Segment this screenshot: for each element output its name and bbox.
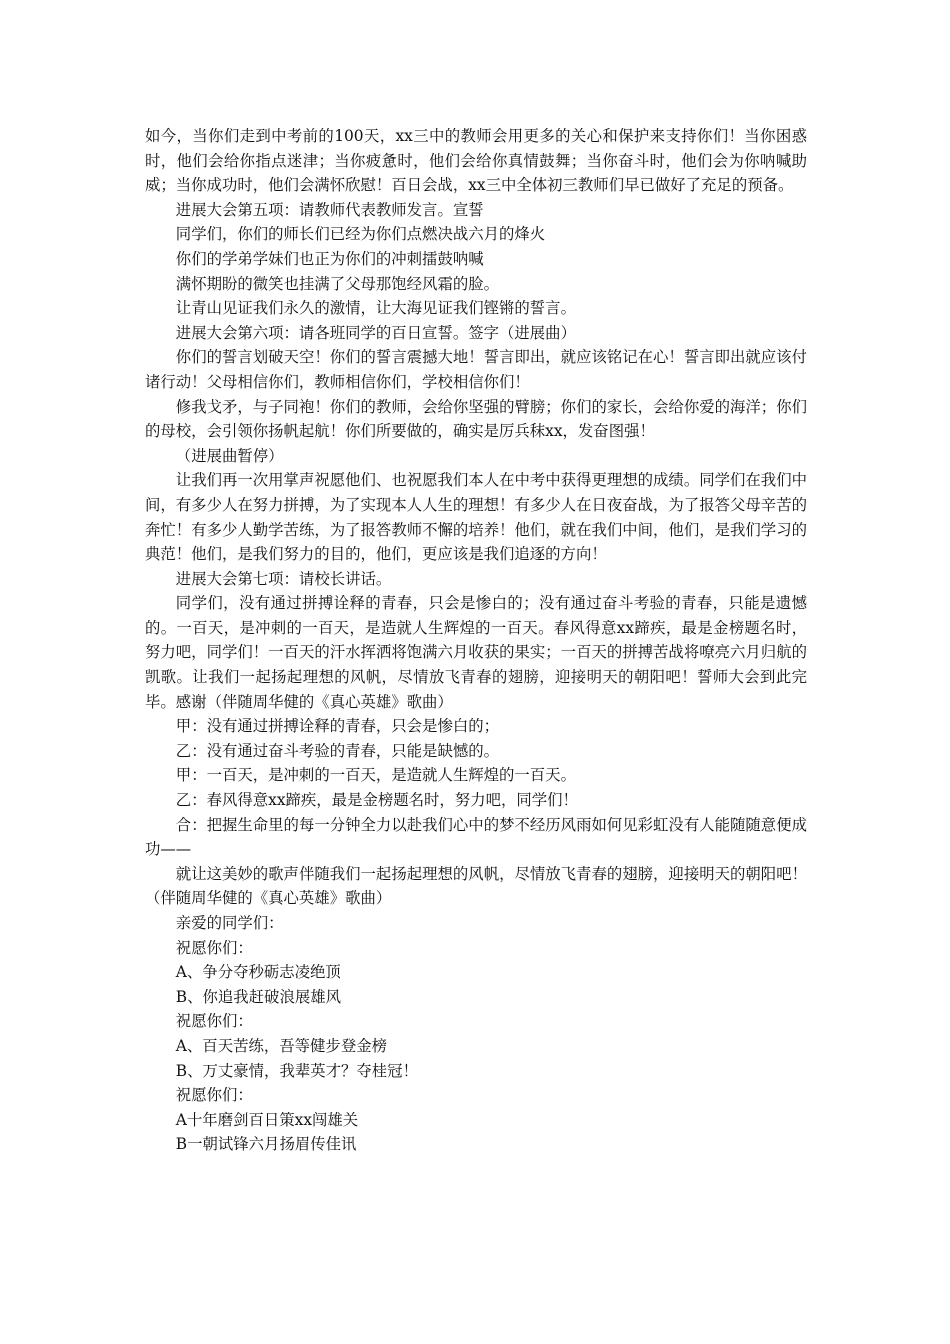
- paragraph: 祝愿你们：: [175, 1086, 253, 1105]
- paragraph: A十年磨剑百日策xx闯雄关: [175, 1110, 359, 1129]
- paragraph: B、你追我赶破浪展雄风: [175, 987, 342, 1006]
- paragraph: 同学们，没有通过拼搏诠释的青春，只会是惨白的；没有通过奋斗考验的青春，只能是遗憾的。一百天，是冲刺的一百天，是造就人生辉煌的一百天。春风得意xx蹄疾，最是金榜题名时，努力吧，同学们！一百天的汗水挥洒将饱满六月收获的果实；一百天的拼搏苦战将嘹亮六月归航的凯歌。让我们一起扬起理想的风帆，尽情放飞青春的翅膀，迎接明天的朝阳吧！誓师大会到此完毕。感谢（伴随周华健的《真心英雄》歌曲）: [145, 594, 807, 711]
- paragraph: 修我戈矛，与子同袍！你们的教师，会给你坚强的臂膀；你们的家长，会给你爱的海洋；你们的母校，会引领你扬帆起航！你们所要做的，确实是厉兵秣xx，发奋图强！: [145, 397, 807, 441]
- paragraph: 进展大会第六项：请各班同学的百日宣誓。签字（进展曲）: [175, 323, 576, 342]
- paragraph: 你们的誓言划破天空！你们的誓言震撼大地！誓言即出，就应该铭记在心！誓言即出就应该付诸行动！父母相信你们，教师相信你们，学校相信你们！: [145, 348, 807, 391]
- paragraph: 你们的学弟学妹们也正为你们的冲刺擂鼓呐喊: [175, 249, 484, 268]
- paragraph: 让青山见证我们永久的激情，让大海见证我们铿锵的誓言。: [175, 299, 576, 318]
- document-body: [145, 124, 807, 1157]
- paragraph: 进展大会第五项：请教师代表教师发言。宣誓: [175, 200, 484, 219]
- paragraph: 进展大会第七项：请校长讲话。: [175, 569, 392, 588]
- paragraph: 甲：一百天，是冲刺的一百天，是造就人生辉煌的一百天。: [175, 766, 576, 785]
- paragraph: 乙：没有通过奋斗考验的青春，只能是缺憾的。: [175, 741, 500, 760]
- paragraph: 亲爱的同学们：: [175, 914, 284, 932]
- paragraph: A、争分夺秒砺志凌绝顶: [175, 963, 341, 982]
- paragraph: B一朝试锋六月扬眉传佳讯: [175, 1135, 357, 1154]
- paragraph: 合：把握生命里的每一分钟全力以赴我们心中的梦不经历风雨如何见彩虹没有人能随随意便成功——: [145, 815, 807, 859]
- paragraph: （进展曲暂停）: [175, 446, 284, 465]
- paragraph: 甲：没有通过拼搏诠释的青春，只会是惨白的；: [175, 717, 500, 736]
- paragraph: 乙：春风得意xx蹄疾，最是金榜题名时，努力吧，同学们！: [175, 791, 578, 810]
- paragraph: 就让这美妙的歌声伴随我们一起扬起理想的风帆，尽情放飞青春的翅膀，迎接明天的朝阳吧！（伴随周华健的《真心英雄》歌曲）: [145, 864, 807, 908]
- paragraph: 同学们，你们的师长们已经为你们点燃决战六月的烽火: [175, 225, 546, 244]
- paragraph: 如今，当你们走到中考前的100天，xx三中的教师会用更多的关心和保护来支持你们！当你困惑时，他们会给你指点迷津；当你疲惫时，他们会给你真情鼓舞；当你奋斗时，他们会为你呐喊助威；当你成功时，他们会满怀欣慰！百日会战，xx三中全体初三教师们早已做好了充足的预备。: [145, 127, 807, 195]
- paragraph: 让我们再一次用掌声祝愿他们、也祝愿我们本人在中考中获得更理想的成绩。同学们在我们中间，有多少人在努力拼搏，为了实现本人人生的理想！有多少人在日夜奋战，为了报答父母辛苦的奔忙！有多少人勤学苦练，为了报答教师不懈的培养！他们，就在我们中间，他们，是我们学习的典范！他们，是我们努力的目的，他们，更应该是我们追逐的方向！: [145, 471, 807, 564]
- paragraph: A、百天苦练，吾等健步登金榜: [175, 1036, 387, 1055]
- paragraph: 祝愿你们：: [175, 938, 253, 957]
- paragraph: 满怀期盼的微笑也挂满了父母那饱经风霜的脸。: [175, 274, 500, 293]
- paragraph: B、万丈豪情，我辈英才？夺桂冠！: [175, 1061, 418, 1080]
- paragraph: 祝愿你们：: [175, 1012, 253, 1031]
